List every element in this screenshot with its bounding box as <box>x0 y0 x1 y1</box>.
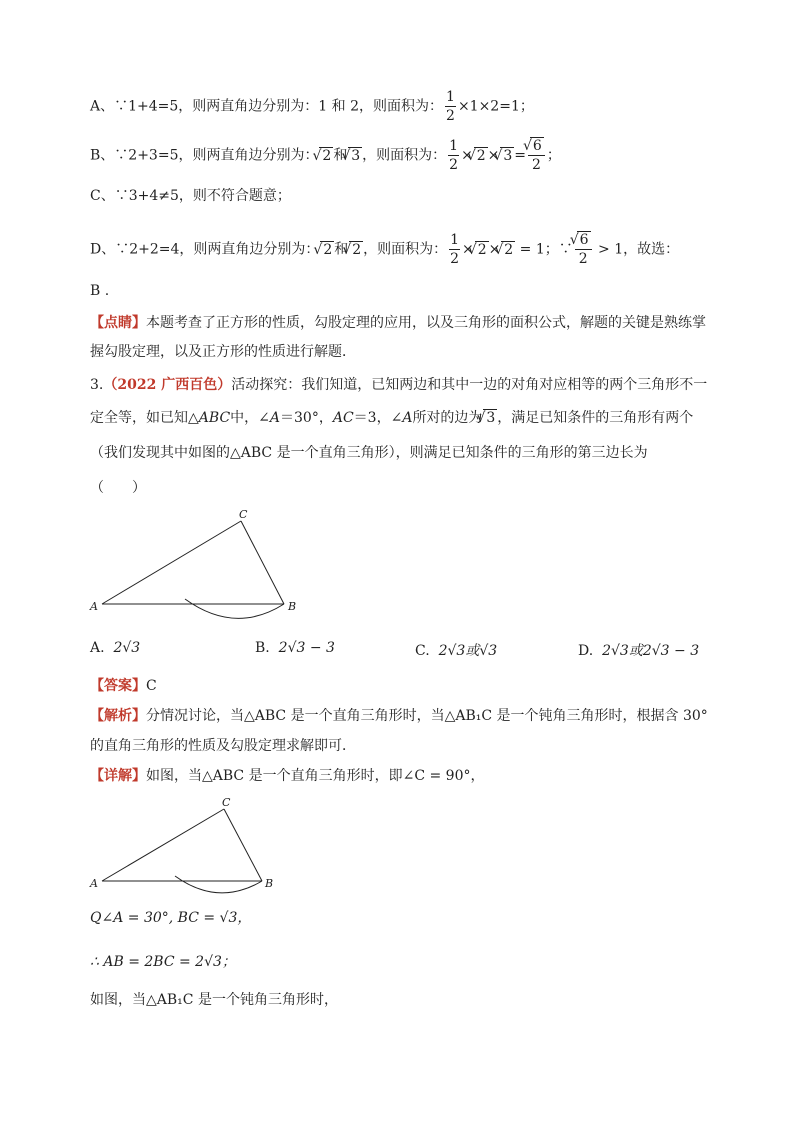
arc <box>185 599 284 618</box>
option-c-line: C、∵3+4≠5，则不符合题意； <box>90 188 291 204</box>
dianjing-line2: 握勾股定理，以及正方形的性质进行解题． <box>90 344 356 360</box>
text: = <box>514 147 526 164</box>
option-a-tail: ×1×2=1； <box>457 98 534 115</box>
side-ac <box>102 809 224 881</box>
step-1: Q∠A = 30°, BC = √3， <box>90 910 252 926</box>
question-source: （2022 广西百色） <box>103 377 232 393</box>
side-cb <box>241 521 284 604</box>
sqrt: √ 2 <box>474 147 488 164</box>
option-b-line <box>90 137 561 174</box>
question-3-paren: （ ） <box>90 480 146 496</box>
detail-label: 【详解】 <box>90 768 146 784</box>
question-3-line1 <box>90 375 707 395</box>
text: ，则面积为： <box>362 147 447 164</box>
analysis-line2: 的直角三角形的性质及勾股定理求解即可． <box>90 738 356 754</box>
question-3-line3: （我们发现其中如图的△ABC 是一个直角三角形），则满足已知条件的三角形的第三边长为 <box>90 445 648 461</box>
vertex-c-label: C <box>222 796 231 809</box>
vertex-a-label: A <box>90 877 98 890</box>
option-b-text: B、∵2+3=5，则两直角边分别为： <box>90 147 319 164</box>
side-ac <box>102 521 241 604</box>
answer-label: 【答案】 <box>90 678 146 694</box>
sqrt: √ 2 <box>501 241 515 258</box>
step-3: 如图，当△AB₁C 是一个钝角三角形时， <box>90 992 338 1008</box>
option-a-line <box>90 88 534 125</box>
fraction: √ $\frac{6}{2}$ <box>528 137 545 174</box>
fraction: $\frac{1}{2}$ <box>446 89 455 124</box>
choice-a[interactable]: A. 2√3 <box>90 640 141 656</box>
text: ； <box>546 147 561 164</box>
dianjing-label: 【点睛】 <box>90 315 146 331</box>
text: ＝30°， <box>280 410 333 426</box>
dianjing-line1 <box>90 313 706 333</box>
detail-line <box>90 766 484 786</box>
vertex-b-label: B <box>265 877 274 890</box>
text: × <box>487 147 500 164</box>
triangle-figure-2 <box>85 795 285 895</box>
text: ABC <box>198 410 231 426</box>
text: 活动探究：我们知道，已知两边和其中一边的对角对应相等的两个三角形不一 <box>231 377 708 393</box>
option-d-line <box>90 231 679 268</box>
text: = 1；∵ <box>515 241 573 258</box>
text: 本题考查了正方形的性质，勾股定理的应用，以及三角形的面积公式，解题的关键是熟练掌 <box>146 315 706 331</box>
text: 如图，当△ABC 是一个直角三角形时，即∠C = 90°， <box>146 768 485 784</box>
vertex-b-label: B <box>288 600 297 613</box>
analysis-line1 <box>90 706 708 726</box>
option-d-answer: B . <box>90 283 110 299</box>
fraction: $\frac{1}{2}$ <box>449 138 459 173</box>
choice-b[interactable]: B. 2√3 − 3 <box>255 640 335 656</box>
sqrt: √ 2 <box>320 241 334 258</box>
text: × <box>488 241 501 258</box>
sqrt: √ 2 <box>349 241 363 258</box>
text: 定全等，如已知△ <box>90 410 199 426</box>
fraction: $\frac{1}{2}$ <box>450 232 460 267</box>
side-cb <box>224 809 262 881</box>
sqrt: √ 2 <box>475 241 489 258</box>
choice-c[interactable]: C. 2√3或√3 <box>415 643 498 659</box>
vertex-c-label: C <box>239 508 248 521</box>
sqrt: √ 3 <box>500 147 514 164</box>
fraction: √ $\frac{6}{2}$ <box>575 231 592 268</box>
question-number: 3. <box>90 377 104 393</box>
text: ，则面积为： <box>363 241 448 258</box>
sqrt: √ 2 <box>319 147 333 164</box>
choice-d[interactable]: D. 2√3或2√3 − 3 <box>578 643 700 659</box>
text: ＝3，∠ <box>353 410 403 426</box>
text: 分情况讨论，当△ABC 是一个直角三角形时，当△AB₁C 是一个钝角三角形时，根据含 30° <box>146 708 708 724</box>
question-3-line2 <box>90 408 693 428</box>
sqrt: √ 3 <box>348 147 362 164</box>
text: 所对的边为 <box>412 410 483 426</box>
sqrt: √ 3 <box>483 409 497 426</box>
text: 和 <box>334 241 349 258</box>
answer-line <box>90 676 157 696</box>
vertex-a-label: A <box>90 600 98 613</box>
text: × <box>461 147 473 164</box>
text: × <box>462 241 474 258</box>
text: ，满足已知条件的三角形有两个 <box>497 410 694 426</box>
answer-value: C <box>146 678 157 694</box>
text: AC <box>332 410 354 426</box>
option-a-text: A、∵1+4=5，则两直角边分别为：1 和 2，则面积为： <box>90 98 444 115</box>
text: A <box>269 410 281 426</box>
text: > 1，故选： <box>593 241 680 258</box>
step-2: ∴ AB = 2BC = 2√3； <box>90 954 236 970</box>
analysis-label: 【解析】 <box>90 708 146 724</box>
text: A <box>402 410 413 426</box>
text: 中，∠ <box>230 410 270 426</box>
arc <box>175 876 262 893</box>
option-d-text: D、∵2+2=4，则两直角边分别为： <box>90 241 320 258</box>
triangle-figure-1 <box>85 505 315 620</box>
text: 和 <box>333 147 348 164</box>
